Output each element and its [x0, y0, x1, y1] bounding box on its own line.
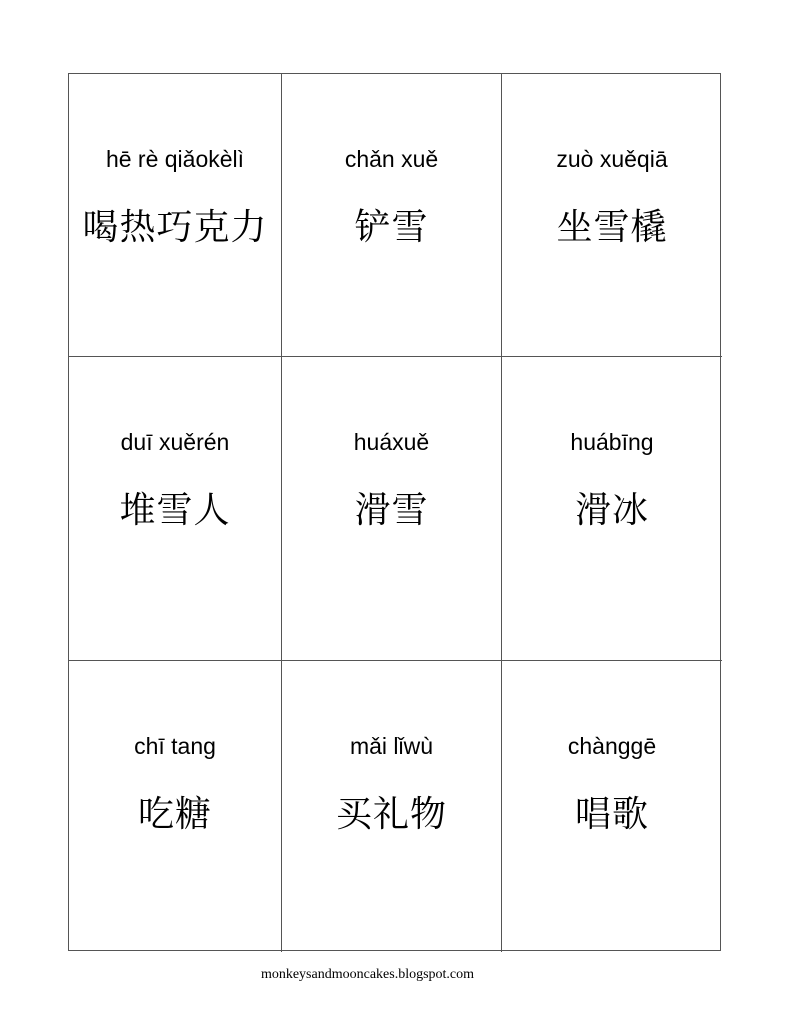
- card-pinyin: mǎi lǐwù: [349, 733, 434, 759]
- card-hanzi: 唱歌: [574, 794, 649, 835]
- card-hanzi: 堆雪人: [119, 490, 231, 531]
- card-pinyin: chànggē: [567, 733, 657, 759]
- flashcard: [502, 661, 722, 952]
- card-pinyin: huábīng: [570, 429, 654, 455]
- flashcard: [282, 74, 502, 357]
- card-hanzi: 铲雪: [354, 207, 429, 248]
- card-hanzi: 坐雪橇: [556, 207, 668, 248]
- card-hanzi: 滑冰: [574, 490, 649, 531]
- card-hanzi: 滑雪: [354, 490, 429, 531]
- flashcard: [502, 74, 722, 357]
- flashcard: [69, 74, 282, 357]
- flashcard-grid: [68, 73, 721, 951]
- card-hanzi: 吃糖: [137, 794, 212, 835]
- flashcard: [502, 357, 722, 661]
- flashcard: [282, 357, 502, 661]
- flashcard: [282, 661, 502, 952]
- card-pinyin: zuò xuěqiā: [556, 146, 668, 172]
- card-pinyin: duī xuěrén: [120, 429, 230, 455]
- card-pinyin: huáxuě: [353, 429, 430, 455]
- flashcard: [69, 357, 282, 661]
- card-pinyin: hē rè qiǎokèlì: [105, 146, 245, 172]
- card-hanzi: 喝热巧克力: [82, 207, 268, 248]
- flashcard: [69, 661, 282, 952]
- card-hanzi: 买礼物: [335, 794, 447, 835]
- card-pinyin: chǎn xuě: [344, 146, 439, 172]
- card-pinyin: chī tang: [134, 733, 216, 759]
- footer-source-url: monkeysandmooncakes.blogspot.com: [260, 967, 475, 982]
